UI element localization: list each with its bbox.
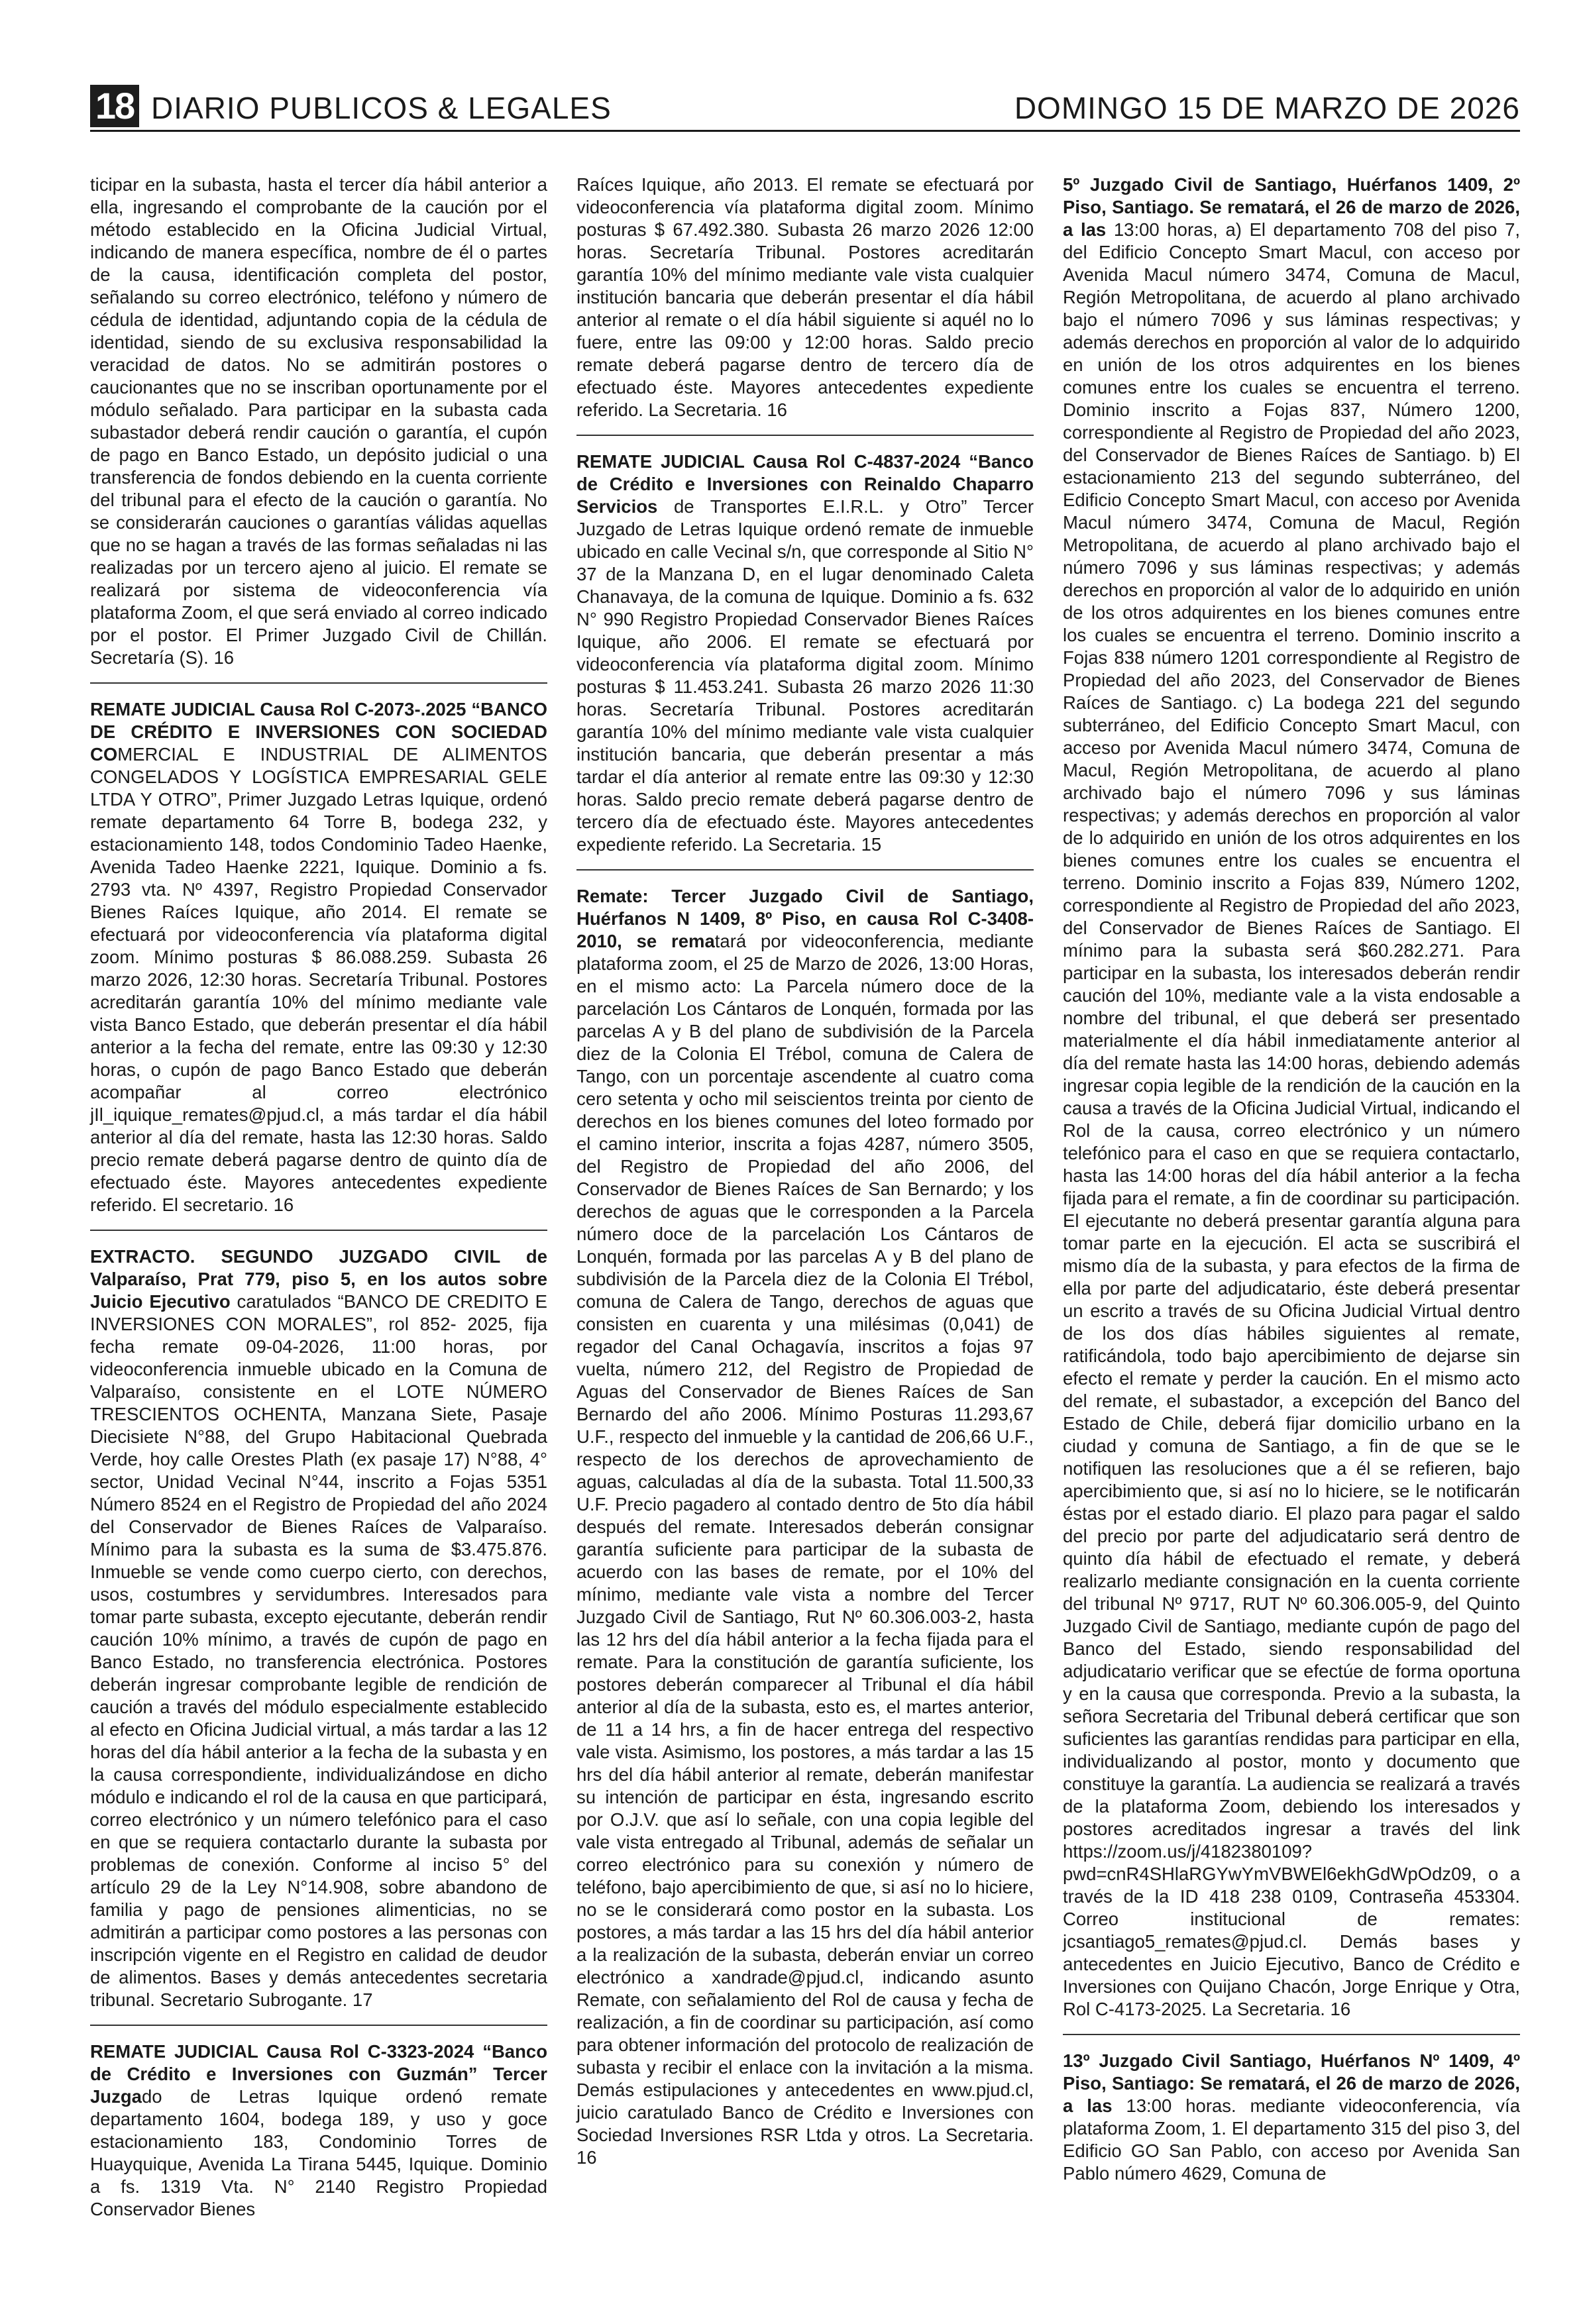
column-1: [90, 174, 547, 2221]
notice-body: caratulados “BANCO DE CREDITO E INVERSIONES CON MORALES”, rol 852- 2025, fija fecha remate 09-04-2026, 11:00 horas, por videoconferencia inmueble ubicado en la Comuna de Valparaíso, consistente en el LOTE NÚMERO TRESCIENTOS OCHENTA, Manzana Siete, Pasaje Diecisiete N°88, del Grupo Habitacional Quebrada Verde, hoy calle Orestes Plath (ex pasaje 17) N°88, 4° sector, Unidad Vecinal N°44, inscrito a Fojas 5351 Número 8524 en el Registro de Propiedad del año 2024 del Conservador de Bienes Raíces de Valparaíso. Mínimo para la subasta es la suma de $3.475.876. Inmueble se vende como cuerpo cierto, con derechos, usos, costumbres y servidumbres. Interesados para tomar parte subasta, excepto ejecutante, deberán rendir caución 10% mínimo, a través de cupón de pago en Banco Estado, no transferencia electrónica. Postores deberán ingresar comprobante legible de rendición de caución a través del módulo especialmente establecido al efecto en Oficina Judicial virtual, a más tardar a las 12 horas del día hábil anterior a la fecha de la subasta y en la causa correspondiente, individualizándose en dicho módulo e indicando el rol de la causa en que participará, correo electrónico y un número telefónico para el caso en que se requiera contactarlo durante la subasta por problemas de conexión. Conforme al inciso 5° del artículo 29 de la Ley N°14.908, sobre abandono de familia y pago de pensiones alimenticias, no se admitirán a participar como postores a las personas con inscripción vigente en el Registro en calidad de deudor de alimentos. Bases y demás antecedentes secretaria tribunal. Secretario Subrogante. 17: [90, 1291, 547, 2010]
notice-divider: [90, 1230, 547, 1231]
notice-body: tará por videoconferencia, mediante plataforma zoom, el 25 de Marzo de 2026, 13:00 Horas, en el mismo acto: La Parcela número doce de la parcelación Los Cántaros de Lonquén, formada por las parcelas A y B del plano de subdivisión de la Parcela diez de la Colonia El Trébol, comuna de Calera de Tango, con un porcentaje ascendente al cuatro coma cero setenta y ocho mil seiscientos treinta por ciento de derechos en los bienes comunes del loteo formado por el camino interior, inscrita a fojas 4287, número 3505, del Registro de Propiedad del año 2006, del Conservador de Bienes Raíces de San Bernardo; y los derechos de aguas que le corresponden a la Parcela número doce de la parcelación Los Cántaros de Lonquén, formada por las parcelas A y B del plano de subdivisión de la Parcela diez de la Colonia El Trébol, comuna de Calera de Tango, derechos de aguas que consisten en cuarenta y una milésimas (0,041) de regador del Canal Ochagavía, inscritos a fojas 97 vuelta, número 212, del Registro de Propiedad de Aguas del Conservador de Bienes Raíces de San Bernardo del año 2006. Mínimo Posturas 11.293,67 U.F., respecto del inmueble y la cantidad de 206,66 U.F., respecto de los derechos de aprovechamiento de aguas, calculadas al día de la subasta. Total 11.500,33 U.F. Precio pagadero al contado dentro de 5to día hábil después del remate. Interesados deberán consignar garantía suficiente para participar de la subasta de acuerdo con las bases de remate, por el 10% del mínimo, mediante vale vista a nombre del Tercer Juzgado Civil de Santiago, Rut Nº 60.306.003-2, hasta las 12 hrs del día hábil anterior a la fecha fijada para el remate. Para la constitución de garantía suficiente, los postores deberán comparecer al Tribunal el día hábil anterior al día de la subasta, esto es, el martes anterior, de 11 a 14 hrs, a fin de hacer entrega del respectivo vale vista. Asimismo, los postores, a más tardar a las 15 hrs del día hábil anterior al remate, deberán manifestar su intención de participar en ésta, ingresando escrito por O.J.V. que así lo señale, con una copia legible del vale vista entregado al Tribunal, además de señalar un correo electrónico para su conexión y número de teléfono, bajo apercibimiento de que, si así no lo hiciere, no se le considerará como postor en la subasta. Los postores, a más tardar a las 15 hrs del día hábil anterior a la realización de la subasta, deberán enviar un correo electrónico a xandrade@pjud.cl, indicando asunto Remate, con señalamiento del Rol de causa y fecha de realización, a fin de coordinar su participación, así como para obtener información del protocolo de realización de subasta y recibir el enlace con la invitación a la misma. Demás estipulaciones y antecedentes en www.pjud.cl, juicio caratulado Banco de Crédito e Inversiones con Sociedad Inversiones RSR Ltda y otros. La Secretaria. 16: [576, 931, 1034, 2168]
notice-divider: [1063, 2034, 1520, 2035]
notice-5-juzgado-santiago: [1063, 174, 1520, 2021]
notice-heading: EXTRACTO. SEGUNDO JUZGADO CIVIL de Valparaíso, Prat 779, piso 5, en los autos sobre Juicio Ejecutivo: [90, 1246, 547, 1312]
notice-heading: Remate: Tercer Juzgado Civil de Santiago, Huérfanos N 1409, 8º Piso, en causa Rol C-3408-2010, se rema: [576, 886, 1034, 951]
column-2: [576, 174, 1034, 2169]
notice-remate-c2073: [90, 698, 547, 1216]
notice-divider: [90, 682, 547, 684]
notice-body: de Transportes E.I.R.L. y Otro” Tercer Juzgado de Letras Iquique ordenó remate de inmueble ubicado en calle Vecinal s/n, que corresponde al Sitio N° 37 de la Manzana D, en el lugar denominado Caleta Chanavaya, de la comuna de Iquique. Dominio a fs. 632 N° 990 Registro Propiedad Conservador Bienes Raíces Iquique, año 2006. El remate se efectuará por videoconferencia vía plataforma digital zoom. Mínimo posturas $ 11.453.241. Subasta 26 marzo 2026 11:30 horas. Secretaría Tribunal. Postores acreditarán garantía 10% del mínimo mediante vale vista cualquier institución bancaria, que deberán presentar a más tardar el día anterior al remate entre las 09:30 y 12:30 horas. Saldo precio remate deberá pagarse dentro de tercero día de efectuado éste. Mayores antecedentes expediente referido. La Secretaria. 15: [576, 496, 1034, 855]
notice-heading: 5º Juzgado Civil de Santiago, Huérfanos 1409, 2º Piso, Santiago. Se rematará, el 26 de marzo de 2026, a las: [1063, 174, 1520, 240]
notice-extracto-valparaiso: [90, 1245, 547, 2011]
paper-name: DIARIO PUBLICOS & LEGALES: [151, 91, 612, 125]
notice-remate-c3408: [576, 885, 1034, 2169]
notice-heading: REMATE JUDICIAL Causa Rol C-3323-2024 “Banco de Crédito e Inversiones con Guzmán” Tercer Juzga: [90, 2041, 547, 2107]
column-3: [1063, 174, 1520, 2185]
notice-13-juzgado-santiago: [1063, 2050, 1520, 2185]
notice-body: MERCIAL E INDUSTRIAL DE ALIMENTOS CONGELADOS Y LOGÍSTICA EMPRESARIAL GELE LTDA Y OTRO”, Primer Juzgado Letras Iquique, ordenó remate departamento 64 Torre B, bodega 232, y estacionamiento 148, todos Condominio Tadeo Haenke, Avenida Tadeo Haenke 2221, Iquique. Dominio a fs. 2793 vta. Nº 4397, Registro Propiedad Conservador Bienes Raíces Iquique, año 2014. El remate se efectuará por videoconferencia vía plataforma digital zoom. Mínimo posturas $ 86.088.259. Subasta 26 marzo 2026, 12:30 horas. Secretaría Tribunal. Postores acreditarán garantía 10% del mínimo mediante vale vista Banco Estado, que deberán presentar el día hábil anterior a la fecha del remate, entre las 09:30 y 12:30 horas, o cupón de pago Banco Estado que deberán acompañar al correo electrónico jIl_iquique_remates@pjud.cl, a más tardar el día hábil anterior al día del remate, hasta las 12:30 horas. Saldo precio remate deberá pagarse dentro de quinto día de efectuado éste. Mayores antecedentes expediente referido. El secretario. 16: [90, 744, 547, 1215]
notice-body: do de Letras Iquique ordenó remate departamento 1604, bodega 189, y uso y goce estacionamiento 183, Condominio Torres de Huayquique, Avenida La Tirana 5445, Iquique. Dominio a fs. 1319 Vta. N° 2140 Registro Propiedad Conservador Bienes: [90, 2086, 547, 2219]
notice-divider: [576, 869, 1034, 871]
notice-heading: REMATE JUDICIAL Causa Rol C-2073-.2025 “BANCO DE CRÉDITO E INVERSIONES CON SOCIEDAD CO: [90, 699, 547, 765]
notice-divider: [90, 2025, 547, 2026]
notice-continued: ticipar en la subasta, hasta el tercer día hábil anterior a ella, ingresando el comprobante de la caución por el método establecido en la Oficina Judicial Virtual, indicando de manera específica, nombre de él o partes de la causa, identificación completa del postor, señalando su correo electrónico, teléfono y número de cédula de identidad, adjuntando copia de la cédula de identidad, siendo de su exclusiva responsabilidad la veracidad de datos. No se admitirán postores o caucionantes que no se inscriban oportunamente por el módulo señalado. Para participar en la subasta cada subastador deberá rendir caución o garantía, el cupón de pago en Banco Estado, un depósito judicial o una transferencia de fondos debiendo en la cuenta corriente del tribunal para el efecto de la caución o garantía. No se considerarán cauciones o garantías válidas aquellas que no se hagan a través de las formas señaladas ni las realizadas por un tercero ajeno al juicio. El remate se realizará por sistema de videoconferencia vía plataforma Zoom, el que será enviado al correo indicado por el postor. El Primer Juzgado Civil de Chillán. Secretaría (S). 16: [90, 174, 547, 668]
header-rule: [90, 130, 1520, 132]
notice-continued: Raíces Iquique, año 2013. El remate se efectuará por videoconferencia vía plataforma digital zoom. Mínimo posturas $ 67.492.380. Subasta 26 marzo 2026 12:00 horas. Secretaría Tribunal. Postores acreditarán garantía 10% del mínimo mediante vale vista cualquier institución bancaria que deberán presentar el día hábil anterior al remate o el día hábil siguiente si aquél no lo fuere, entre las 09:00 y 12:00 horas. Saldo precio remate deberá pagarse dentro de tercero día de efectuado éste. Mayores antecedentes expediente referido. La Secretaria. 16: [576, 174, 1034, 420]
notice-heading: REMATE JUDICIAL Causa Rol C-4837-2024 “Banco de Crédito e Inversiones con Reinaldo Chaparro Servicios: [576, 451, 1034, 517]
notice-remate-c3323: [90, 2040, 547, 2221]
notice-heading: 13º Juzgado Civil Santiago, Huérfanos Nº 1409, 4º Piso, Santiago: Se rematará, el 26 de marzo de 2026, a las: [1063, 2050, 1520, 2116]
notice-remate-c4837: [576, 450, 1034, 856]
notice-body: 13:00 horas. mediante videoconferencia, vía plataforma Zoom, 1. El departamento 315 del piso 3, del Edificio GO San Pablo, con acceso por Avenida San Pablo número 4629, Comuna de: [1063, 2095, 1520, 2184]
masthead: [90, 85, 1520, 127]
edition-date: DOMINGO 15 DE MARZO DE 2026: [1014, 91, 1520, 125]
notice-body: 13:00 horas, a) El departamento 708 del piso 7, del Edificio Concepto Smart Macul, con acceso por Avenida Macul número 3474, Comuna de Macul, Región Metropolitana, de acuerdo al plano archivado bajo el número 7096 y sus láminas respectivas; y además derechos en proporción al valor de lo adquirido en unión de los otros adquirentes en los bienes comunes entre los cuales se encuentra el terreno. Dominio inscrito a Fojas 837, Número 1200, correspondiente al Registro de Propiedad del año 2023, del Conservador de Bienes Raíces de Santiago. b) El estacionamiento 213 del segundo subterráneo, del Edificio Concepto Smart Macul, con acceso por Avenida Macul número 3474, Comuna de Macul, Región Metropolitana, de acuerdo al plano archivado bajo el número 7096 y sus láminas respectivas; y además derechos en proporción al valor de lo adquirido en unión de los otros adquirentes en los bienes comunes entre los cuales se encuentra el terreno. Dominio inscrito a Fojas 838 número 1201 correspondiente al Registro de Propiedad del año 2023, del Conservador de Bienes Raíces de Santiago. c) La bodega 221 del segundo subterráneo, del Edificio Concepto Smart Macul, con acceso por Avenida Macul número 3474, Comuna de Macul, Región Metropolitana, de acuerdo al plano archivado bajo el número 7096 y sus láminas respectivas; y además derechos en proporción al valor de lo adquirido en unión de los otros adquirentes en los bienes comunes entre los cuales se encuentra el terreno. Dominio inscrito a Fojas 839, Número 1202, correspondiente al Registro de Propiedad del año 2023, del Conservador de Bienes Raíces de Santiago. El mínimo para la subasta será $60.282.271. Para participar en la subasta, los interesados deberán rendir caución del 10%, mediante vale a la vista endosable a nombre del tribunal, el que deberá ser presentado materialmente el día hábil inmediatamente anterior al día del remate hasta las 14:00 horas, debiendo además ingresar copia legible de la rendición de la caución en la causa a través de la Oficina Judicial Virtual, indicando el Rol de la causa, correo electrónico y un número telefónico para el caso en que se requiera contactarlo, hasta las 14:00 horas del día hábil anterior a la fecha fijada para el remate, a fin de coordinar su participación. El ejecutante no deberá presentar garantía alguna para tomar parte en la ejecución. El acta se suscribirá el mismo día de la subasta, y para efectos de la firma de ella por parte del adjudicatario, éste deberá presentar un escrito a través de su Oficina Judicial Virtual dentro de los dos días hábiles siguientes al remate, ratificándola, todo bajo apercibimiento de dejarse sin efecto el remate y perder la caución. En el mismo acto del remate, el subastador, a excepción del Banco del Estado de Chile, deberá fijar domicilio urbano en la ciudad y comuna de Santiago, a fin de que se le notifiquen las resoluciones que a él se refieren, bajo apercibimiento que, si así no lo hiciere, se le notificarán éstas por el estado diario. El plazo para pagar el saldo del precio por parte del adjudicatario será dentro de quinto día hábil de efectuado el remate, y deberá realizarlo mediante consignación en la cuenta corriente del tribunal Nº 9717, RUT Nº 60.306.005-9, del Quinto Juzgado Civil de Santiago, mediante cupón de pago del Banco del Estado, siendo responsabilidad del adjudicatario verificar que se efectúe de forma oportuna y en la causa que corresponda. Previo a la subasta, la señora Secretaria del Tribunal deberá certificar que son suficientes las garantías rendidas para participar en ella, individualizando al postor, monto y documento que constituye la garantía. La audiencia se realizará a través de la plataforma Zoom, debiendo los interesados y postores acreditados ingresar a través del link https://zoom.us/j/4182380109?pwd=cnR4SHlaRGYwYmVBWEl6ekhGdWpOdz09, o a través de la ID 418 238 0109, Contraseña 453304. Correo institucional de remates: jcsantiago5_remates@pjud.cl. Demás bases y antecedentes en Juicio Ejecutivo, Banco de Crédito e Inversiones con Quijano Chacón, Jorge Enrique y Otra, Rol C-4173-2025. La Secretaria. 16: [1063, 219, 1521, 2019]
page-number: 18: [90, 85, 139, 127]
notice-divider: [576, 435, 1034, 436]
